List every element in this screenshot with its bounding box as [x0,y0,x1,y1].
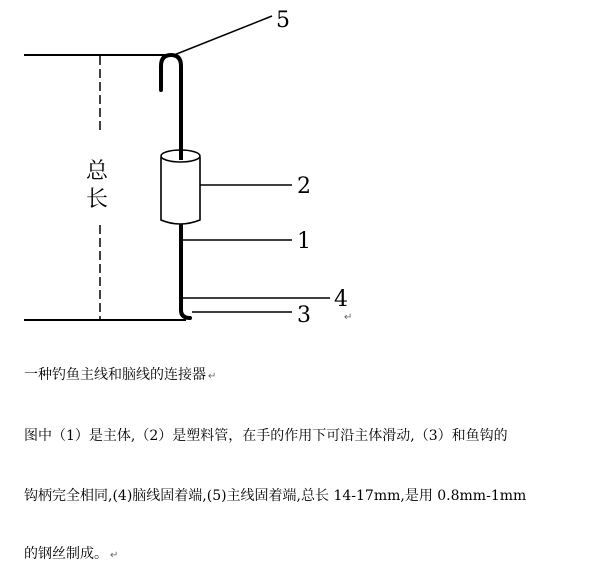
callout-4-label: 4 [334,287,348,312]
document-title [24,366,216,386]
callout-1-label: 1 [297,229,311,254]
line-3-text: 的钢丝制成。 [24,546,108,562]
callout-3-label: 3 [297,303,311,328]
paragraph-mark: ↵ [110,550,119,561]
description-line-3 [24,545,118,565]
plastic-tube [161,157,200,224]
paragraph-mark: ↵ [208,371,217,382]
title-text: 一种钓鱼主线和脑线的连接器 [24,367,206,383]
callout-5-line [174,16,272,55]
callout-2-label: 2 [297,174,311,199]
description-line-2: 钩柄完全相同,(4)脑线固着端,(5)主线固着端,总长 14-17mm,是用 0.8mm-1mm [24,488,527,504]
description-line-1: 图中（1）是主体,（2）是塑料管，在手的作用下可沿主体滑动,（3）和鱼钩的 [24,428,508,444]
total-length-label-bottom: 长 [86,187,109,212]
total-length-label-top: 总 [86,159,109,184]
callout-5-label: 5 [276,8,290,33]
paragraph-mark: ↵ [344,312,353,323]
